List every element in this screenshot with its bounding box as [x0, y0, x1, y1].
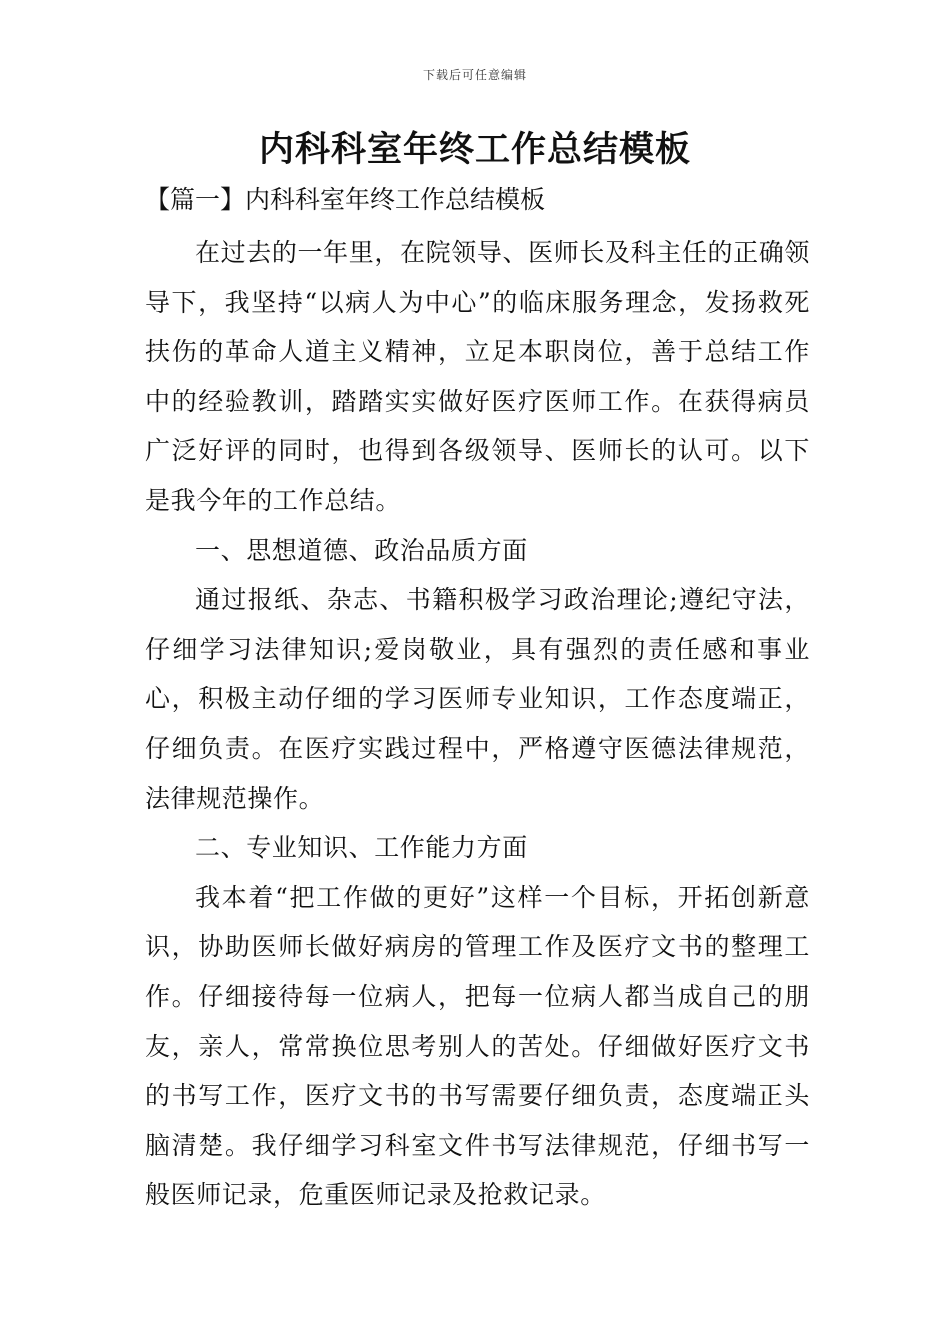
heading-ideology: 一、思想道德、政治品质方面 — [195, 535, 528, 565]
paragraph-ideology: 通过报纸、杂志、书籍积极学习政治理论;遵纪守法，仔细学习法律知识;爱岗敬业，具有强烈的责任感和事业心，积极主动仔细的学习医师专业知识，工作态度端正，仔细负责。在医疗实践过程中，严格遵守医德法律规范，法律规范操作。 — [145, 585, 810, 813]
paragraph-professional: 我本着“把工作做的更好”这样一个目标，开拓创新意识，协助医师长做好病房的管理工作及医疗文书的整理工作。仔细接待每一位病人，把每一位病人都当成自己的朋友，亲人，常常换位思考别人的苦处。仔细做好医疗文书的书写工作，医疗文书的书写需要仔细负责，态度端正头脑清楚。我仔细学习科室文件书写法律规范，仔细书写一般医师记录，危重医师记录及抢救记录。 — [145, 882, 810, 1210]
document-title: 内科科室年终工作总结模板 — [258, 129, 691, 170]
document-body — [145, 228, 810, 1220]
heading-professional: 二、专业知识、工作能力方面 — [195, 833, 528, 863]
paragraph-intro: 在过去的一年里，在院领导、医师长及科主任的正确领导下，我坚持“以病人为中心”的临床服务理念，发扬救死扶伤的革命人道主义精神，立足本职岗位，善于总结工作中的经验教训，踏踏实实做好医疗医师工作。在获得病员广泛好评的同时，也得到各级领导、医师长的认可。以下是我今年的工作总结。 — [145, 238, 810, 515]
section-title: 【篇一】内科科室年终工作总结模板 — [145, 185, 546, 214]
header-note: 下载后可任意编辑 — [422, 68, 527, 82]
